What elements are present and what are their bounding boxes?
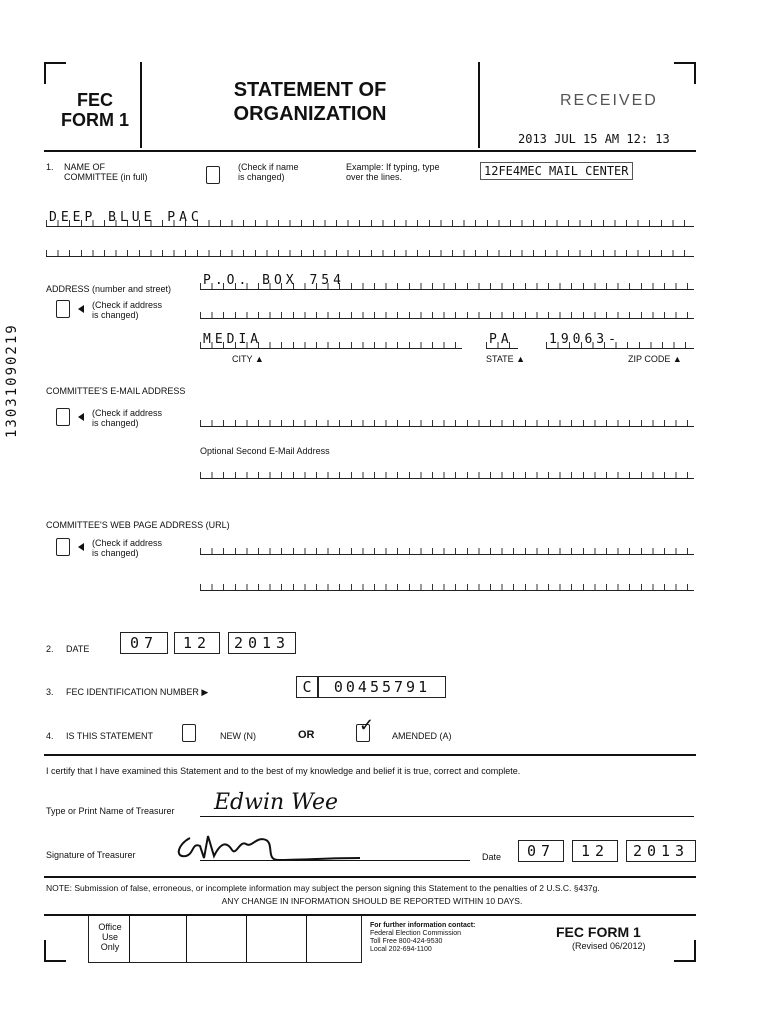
mail-center-stamp: 12FE4MEC MAIL CENTER bbox=[480, 162, 633, 180]
typing-example bbox=[346, 162, 440, 182]
email-changed-hint bbox=[92, 408, 162, 428]
web-hint-2: is changed) bbox=[92, 548, 139, 558]
form-title bbox=[150, 78, 470, 126]
email-hint-1: (Check if address bbox=[92, 408, 163, 418]
corner-mark-top-right bbox=[674, 62, 696, 64]
section4-number: 4. bbox=[46, 731, 54, 741]
treasurer-name-label: Type or Print Name of Treasurer bbox=[46, 806, 175, 816]
form-label-fec: FEC bbox=[77, 90, 113, 110]
address-hint-1: (Check if address bbox=[92, 300, 163, 310]
address-hint-2: is changed) bbox=[92, 310, 139, 320]
office-use-2: Use bbox=[101, 932, 118, 942]
received-stamp-date: 2013 JUL 15 AM 12: 13 bbox=[518, 132, 670, 146]
date-month-box[interactable]: 07 bbox=[120, 632, 168, 654]
amended-checkbox[interactable] bbox=[356, 715, 375, 742]
committee-name-label bbox=[64, 162, 148, 182]
statement-type-label: IS THIS STATEMENT bbox=[66, 731, 154, 741]
signature-date-year[interactable]: 2013 bbox=[626, 840, 696, 862]
office-use-3: Only bbox=[100, 942, 120, 952]
note-line-2: ANY CHANGE IN INFORMATION SHOULD BE REPORTED WITHIN 10 DAYS. bbox=[221, 896, 523, 906]
header-divider-left bbox=[140, 62, 142, 148]
state-value: PA bbox=[489, 332, 513, 347]
corner-mark-bottom-left bbox=[44, 960, 66, 962]
title-line-1: STATEMENT OF bbox=[233, 79, 387, 101]
web-field[interactable] bbox=[200, 542, 694, 555]
received-stamp: RECEIVED bbox=[560, 92, 658, 109]
street-value: P.O. BOX 754 bbox=[203, 273, 345, 288]
office-col-1 bbox=[129, 916, 130, 962]
web-field-line2[interactable] bbox=[200, 578, 694, 591]
footer-revised: (Revised 06/2012) bbox=[572, 941, 646, 951]
web-hint-1: (Check if address bbox=[92, 538, 163, 548]
corner-mark-bottom-left-v bbox=[44, 940, 46, 962]
office-col-2 bbox=[186, 916, 187, 962]
corner-mark-top-left bbox=[44, 62, 66, 64]
fec-id-number-box[interactable]: 00455791 bbox=[318, 676, 446, 698]
street-field-line2[interactable] bbox=[200, 306, 694, 319]
name-hint-1: (Check if name bbox=[238, 162, 299, 172]
name-changed-hint bbox=[238, 162, 299, 182]
office-use-1: Office bbox=[98, 922, 122, 932]
signature-date-day[interactable]: 12 bbox=[572, 840, 618, 862]
web-changed-hint bbox=[92, 538, 162, 558]
state-caption: STATE ▲ bbox=[486, 354, 526, 364]
committee-name-label-1: NAME OF bbox=[64, 162, 106, 172]
committee-name-field-line2[interactable] bbox=[46, 244, 694, 257]
office-col-3 bbox=[246, 916, 247, 962]
signature-label: Signature of Treasurer bbox=[46, 850, 136, 860]
street-field[interactable] bbox=[200, 273, 694, 290]
footer-form-name: FEC FORM 1 bbox=[556, 924, 641, 940]
city-field[interactable] bbox=[200, 332, 462, 349]
web-arrow-icon bbox=[78, 543, 84, 551]
state-field[interactable] bbox=[486, 332, 518, 349]
email-arrow-icon bbox=[78, 413, 84, 421]
corner-mark-top-right-v bbox=[694, 62, 696, 84]
office-use-table bbox=[88, 916, 362, 963]
form-number bbox=[50, 90, 140, 130]
address-changed-hint bbox=[92, 300, 162, 320]
note-line-1: NOTE: Submission of false, erroneous, or incomplete information may subject the person signing this Statement to the penalties of 2 U.S.C. §437g. bbox=[46, 883, 600, 893]
committee-name-value: DEEP BLUE PAC bbox=[49, 210, 203, 225]
header-divider-right bbox=[478, 62, 480, 148]
web-changed-checkbox[interactable] bbox=[56, 538, 70, 556]
zip-field[interactable] bbox=[546, 332, 694, 349]
address-arrow-icon bbox=[78, 305, 84, 313]
section1-number: 1. bbox=[46, 162, 54, 172]
address-label: ADDRESS (number and street) bbox=[46, 284, 172, 294]
name-hint-2: is changed) bbox=[238, 172, 285, 182]
email-label: COMMITTEE'S E-MAIL ADDRESS bbox=[46, 386, 186, 396]
typing-example-1: Example: If typing, type bbox=[346, 162, 440, 172]
date-year-box[interactable]: 2013 bbox=[228, 632, 296, 654]
city-caption: CITY ▲ bbox=[232, 354, 264, 364]
contact-line-2: Federal Election Commission bbox=[370, 930, 462, 937]
contact-line-4: Local 202-694-1100 bbox=[370, 946, 432, 953]
contact-info bbox=[370, 922, 475, 954]
second-email-field[interactable] bbox=[200, 466, 694, 479]
fec-id-prefix-box[interactable]: C bbox=[296, 676, 318, 698]
or-label: OR bbox=[298, 729, 315, 741]
section3-number: 3. bbox=[46, 687, 54, 697]
zip-caption: ZIP CODE ▲ bbox=[628, 354, 682, 364]
email-hint-2: is changed) bbox=[92, 418, 139, 428]
email-field[interactable] bbox=[200, 414, 694, 427]
treasurer-name-value: Edwin Wee bbox=[214, 790, 339, 815]
contact-line-1: For further information contact: bbox=[370, 922, 476, 929]
web-label: COMMITTEE'S WEB PAGE ADDRESS (URL) bbox=[46, 520, 230, 530]
treasurer-signature bbox=[170, 830, 370, 864]
second-email-label: Optional Second E-Mail Address bbox=[200, 446, 330, 456]
committee-name-field[interactable] bbox=[46, 210, 694, 227]
signature-date-label: Date bbox=[482, 852, 502, 862]
certification-bottom-rule bbox=[44, 876, 696, 878]
header-bottom-rule bbox=[44, 150, 696, 152]
treasurer-name-line bbox=[200, 816, 694, 817]
new-checkbox[interactable] bbox=[182, 724, 196, 742]
certification-text: I certify that I have examined this Statement and to the best of my knowledge and belief it is true, correct and complete. bbox=[46, 766, 521, 776]
section4-bottom-rule bbox=[44, 754, 696, 756]
side-document-number: 13031090219 bbox=[4, 323, 20, 438]
office-use-label bbox=[93, 922, 127, 952]
address-changed-checkbox[interactable] bbox=[56, 300, 70, 318]
title-line-2: ORGANIZATION bbox=[233, 103, 387, 125]
corner-mark-bottom-right-v bbox=[694, 940, 696, 962]
signature-date-month[interactable]: 07 bbox=[518, 840, 564, 862]
contact-line-3: Toll Free 800-424-9530 bbox=[370, 938, 443, 945]
amended-label: AMENDED (A) bbox=[392, 731, 452, 741]
office-col-4 bbox=[306, 916, 307, 962]
zip-value: 19063- bbox=[549, 332, 620, 347]
committee-name-label-2: COMMITTEE (in full) bbox=[64, 172, 148, 182]
city-value: MEDIA bbox=[203, 332, 263, 347]
email-changed-checkbox[interactable] bbox=[56, 408, 70, 426]
fec-id-label: FEC IDENTIFICATION NUMBER ▶ bbox=[66, 687, 209, 697]
form-label-form1: FORM 1 bbox=[60, 110, 129, 130]
signature-line bbox=[200, 860, 470, 861]
amended-checkmark: ✓ bbox=[359, 715, 375, 735]
date-day-box[interactable]: 12 bbox=[174, 632, 220, 654]
name-changed-checkbox[interactable] bbox=[206, 166, 220, 184]
date-label: DATE bbox=[66, 644, 90, 654]
corner-mark-bottom-right bbox=[674, 960, 696, 962]
section2-number: 2. bbox=[46, 644, 54, 654]
new-label: NEW (N) bbox=[220, 731, 256, 741]
corner-mark-top-left-v bbox=[44, 62, 46, 84]
typing-example-2: over the lines. bbox=[346, 172, 403, 182]
